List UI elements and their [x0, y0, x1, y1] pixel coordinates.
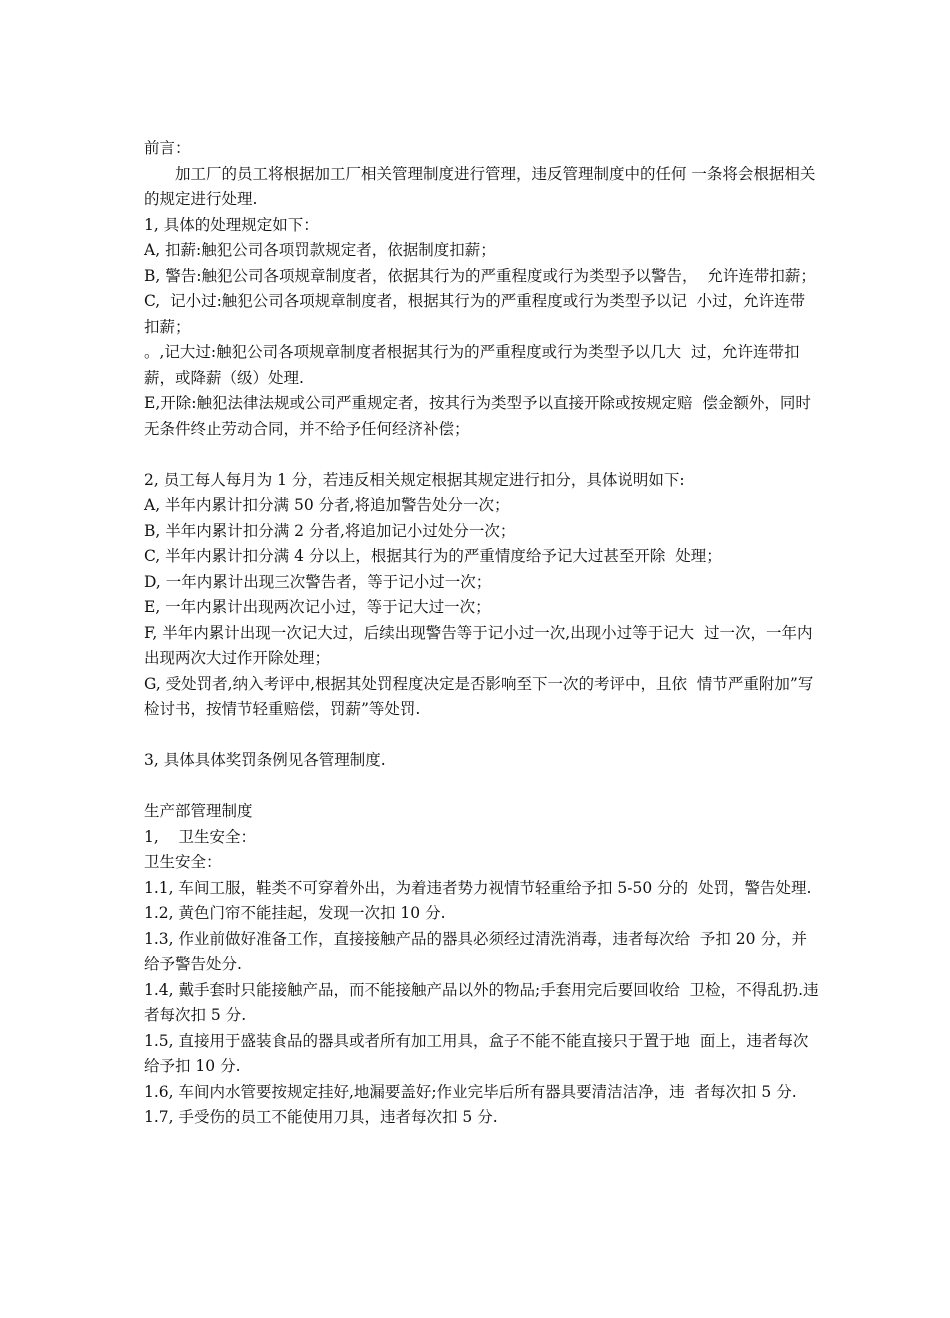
section-2-item-a: A, 半年内累计扣分满 50 分者,将追加警告处分一次； — [144, 496, 510, 514]
document-body — [144, 136, 820, 1131]
section-1-heading: 1, 具体的处理规定如下： — [144, 215, 319, 234]
rule-1-4: 1.4, 戴手套时只能接触产品，而不能接触产品以外的物品;手套用完后要回收给 卫检，不得乱扔.违者每次扣 5 分. — [144, 980, 819, 1024]
section-2-item-e: E, 一年内累计出现两次记小过，等于记大过一次； — [144, 598, 491, 616]
section-1-item-d: 。,记大过:触犯公司各项规章制度者根据其行为的严重程度或行为类型予以几大 过，允许连带扣薪，或降薪（级）处理. — [144, 343, 800, 387]
section-3-text: 3, 具体具体奖罚条例见各管理制度. — [144, 751, 386, 769]
section-1-item-b: B, 警告:触犯公司各项规章制度者，依据其行为的严重程度或行为类型予以警告， 允许连带扣薪； — [144, 266, 816, 285]
section-1-item-e: E,开除:触犯法律法规或公司严重规定者，按其行为类型予以直接开除或按规定赔 偿金额外，同时无条件终止劳动合同，并不给予任何经济补偿； — [144, 394, 811, 438]
rule-1-2: 1.2, 黄色门帘不能挂起，发现一次扣 10 分. — [144, 904, 446, 922]
section-1-item-c: C, 记小过:触犯公司各项规章制度者，根据其行为的严重程度或行为类型予以记 小过，允许连带扣薪； — [144, 292, 806, 336]
preface-title: 前言： — [144, 139, 191, 157]
rule-1-5: 1.5, 直接用于盛装食品的器具或者所有加工用具，盒子不能不能直接只于置于地 面上，违者每次给予扣 10 分. — [144, 1031, 809, 1075]
paragraph-gap — [144, 442, 820, 468]
rule-1-1: 1.1, 车间工服，鞋类不可穿着外出，为着违者势力视情节轻重给予扣 5-50 分的 处罚，警告处理. — [144, 878, 812, 897]
rule-1-3: 1.3, 作业前做好准备工作，直接接触产品的器具必须经过清洗消毒，违者每次给 予扣 20 分，并给予警告处分. — [144, 929, 807, 973]
production-sublabel: 卫生安全： — [144, 853, 222, 871]
rule-1-6: 1.6, 车间内水管要按规定挂好,地漏要盖好;作业完毕后所有器具要清洁洁净，违 者每次扣 5 分. — [144, 1082, 797, 1101]
section-2-item-d: D, 一年内累计出现三次警告者，等于记小过一次； — [144, 572, 492, 591]
section-2-item-f: F, 半年内累计出现一次记大过，后续出现警告等于记小过一次,出现小过等于记大 过一次，一年内出现两次大过作开除处理； — [144, 623, 813, 667]
section-2-item-b: B, 半年内累计扣分满 2 分者,将追加记小过处分一次； — [144, 521, 516, 540]
section-1-item-a: A, 扣薪:触犯公司各项罚款规定者，依据制度扣薪； — [144, 241, 496, 259]
rule-1-7: 1.7, 手受伤的员工不能使用刀具，违者每次扣 5 分. — [144, 1108, 498, 1126]
section-2-heading: 2, 员工每人每月为 1 分，若违反相关规定根据其规定进行扣分，具体说明如下: — [144, 470, 685, 489]
production-subheading: 1, 卫生安全： — [144, 827, 256, 846]
production-title: 生产部管理制度 — [144, 802, 253, 820]
section-2-item-c: C, 半年内累计扣分满 4 分以上，根据其行为的严重情度给予记大过甚至开除 处理； — [144, 547, 722, 565]
paragraph-gap — [144, 723, 820, 749]
preface-body: 加工厂的员工将根据加工厂相关管理制度进行管理，违反管理制度中的任何 一条将会根据相关的规定进行处理. — [144, 164, 816, 208]
section-2-item-g: G, 受处罚者,纳入考评中,根据其处罚程度决定是否影响至下一次的考评中，且依 情节严重附加”写检讨书，按情节轻重赔偿，罚薪”等处罚. — [144, 674, 814, 718]
paragraph-gap — [144, 774, 820, 800]
